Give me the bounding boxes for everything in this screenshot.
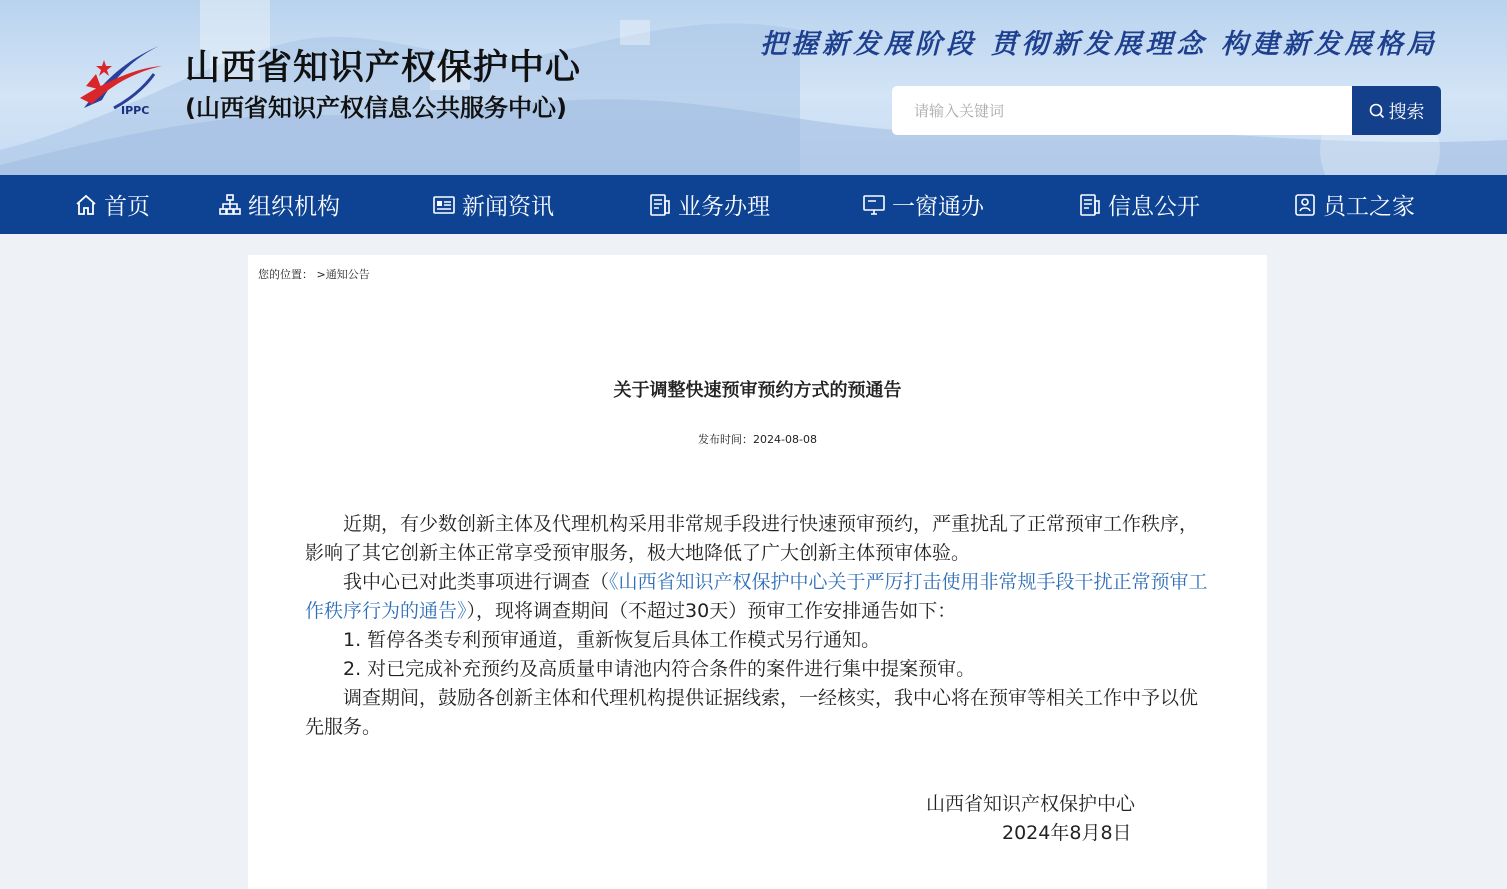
org-chart-icon [218,193,242,217]
site-title: 山西省知识产权保护中心 [185,48,582,88]
paragraph-text: ），现将调查期间（不超过30天）预审工作安排通告如下： [466,600,957,622]
paragraph: 近期，有少数创新主体及代理机构采用非常规手段进行快速预审预约，严重扰乱了正常预审工作秩序，影响了其它创新主体正常享受预审服务，极大地降低了广大创新主体预审体验。 [305,513,1199,564]
list-item: 2. 对已完成补充预约及高质量申请池内符合条件的案件进行集中提案预审。 [343,658,976,680]
nav-item-label: 信息公开 [1108,194,1200,220]
nav-item-staff-home[interactable] [1293,175,1415,234]
search-icon [1369,103,1385,119]
home-icon [74,193,98,217]
signature-organization: 山西省知识产权保护中心 [926,793,1136,815]
article-panel [248,255,1267,889]
paragraph-text: 我中心已对此类事项进行调查（ [343,571,610,593]
nav-item-label: 员工之家 [1323,194,1415,220]
search-button-label: 搜索 [1388,101,1425,123]
breadcrumb-current[interactable]: >通知公告 [316,268,370,281]
nav-item-one-window[interactable] [862,175,984,234]
nav-item-info-disclosure[interactable] [1078,175,1200,234]
nav-item-label: 首页 [104,194,150,220]
news-icon [432,193,456,217]
monitor-icon [862,193,886,217]
breadcrumb [258,266,370,282]
ippc-logo [74,38,164,120]
nav-item-label: 一窗通办 [892,194,984,220]
site-header [0,0,1507,175]
svg-text:IPPC: IPPC [121,104,150,117]
article-body [305,510,1211,742]
badge-icon [1293,193,1317,217]
document-icon [648,193,672,217]
nav-item-home[interactable] [74,175,150,234]
nav-item-label: 新闻资讯 [462,194,554,220]
publish-date-value: 2024-08-08 [753,433,817,446]
nav-item-label: 业务办理 [678,194,770,220]
paragraph: 调查期间，鼓励各创新主体和代理机构提供证据线索，一经核实，我中心将在预审等相关工作中予以优先服务。 [305,687,1199,738]
document-icon [1078,193,1102,217]
nav-item-business[interactable] [648,175,770,234]
main-nav [0,175,1507,234]
slogan: 把握新发展阶段 贯彻新发展理念 构建新发展格局 [760,29,1438,60]
nav-item-organization[interactable] [218,175,340,234]
nav-item-news[interactable] [432,175,554,234]
search-input[interactable] [892,86,1352,135]
publish-label: 发布时间： [698,433,754,446]
list-item: 1. 暂停各类专利预审通道，重新恢复后具体工作模式另行通知。 [343,629,881,651]
signature-date: 2024年8月8日 [1002,822,1132,844]
search-button[interactable] [1352,86,1441,135]
paragraph [305,568,1211,626]
publish-date [248,431,1267,447]
breadcrumb-prefix: 您的位置： [258,268,313,281]
notice-link[interactable]: 《山西省知识产权保护中心关于严厉打击使用非常规手段干扰正常预审工作秩序行为的通告》 [305,571,1208,622]
article-title: 关于调整快速预审预约方式的预通告 [613,380,902,401]
nav-item-label: 组织机构 [248,194,340,220]
site-subtitle: (山西省知识产权信息公共服务中心) [185,94,567,122]
